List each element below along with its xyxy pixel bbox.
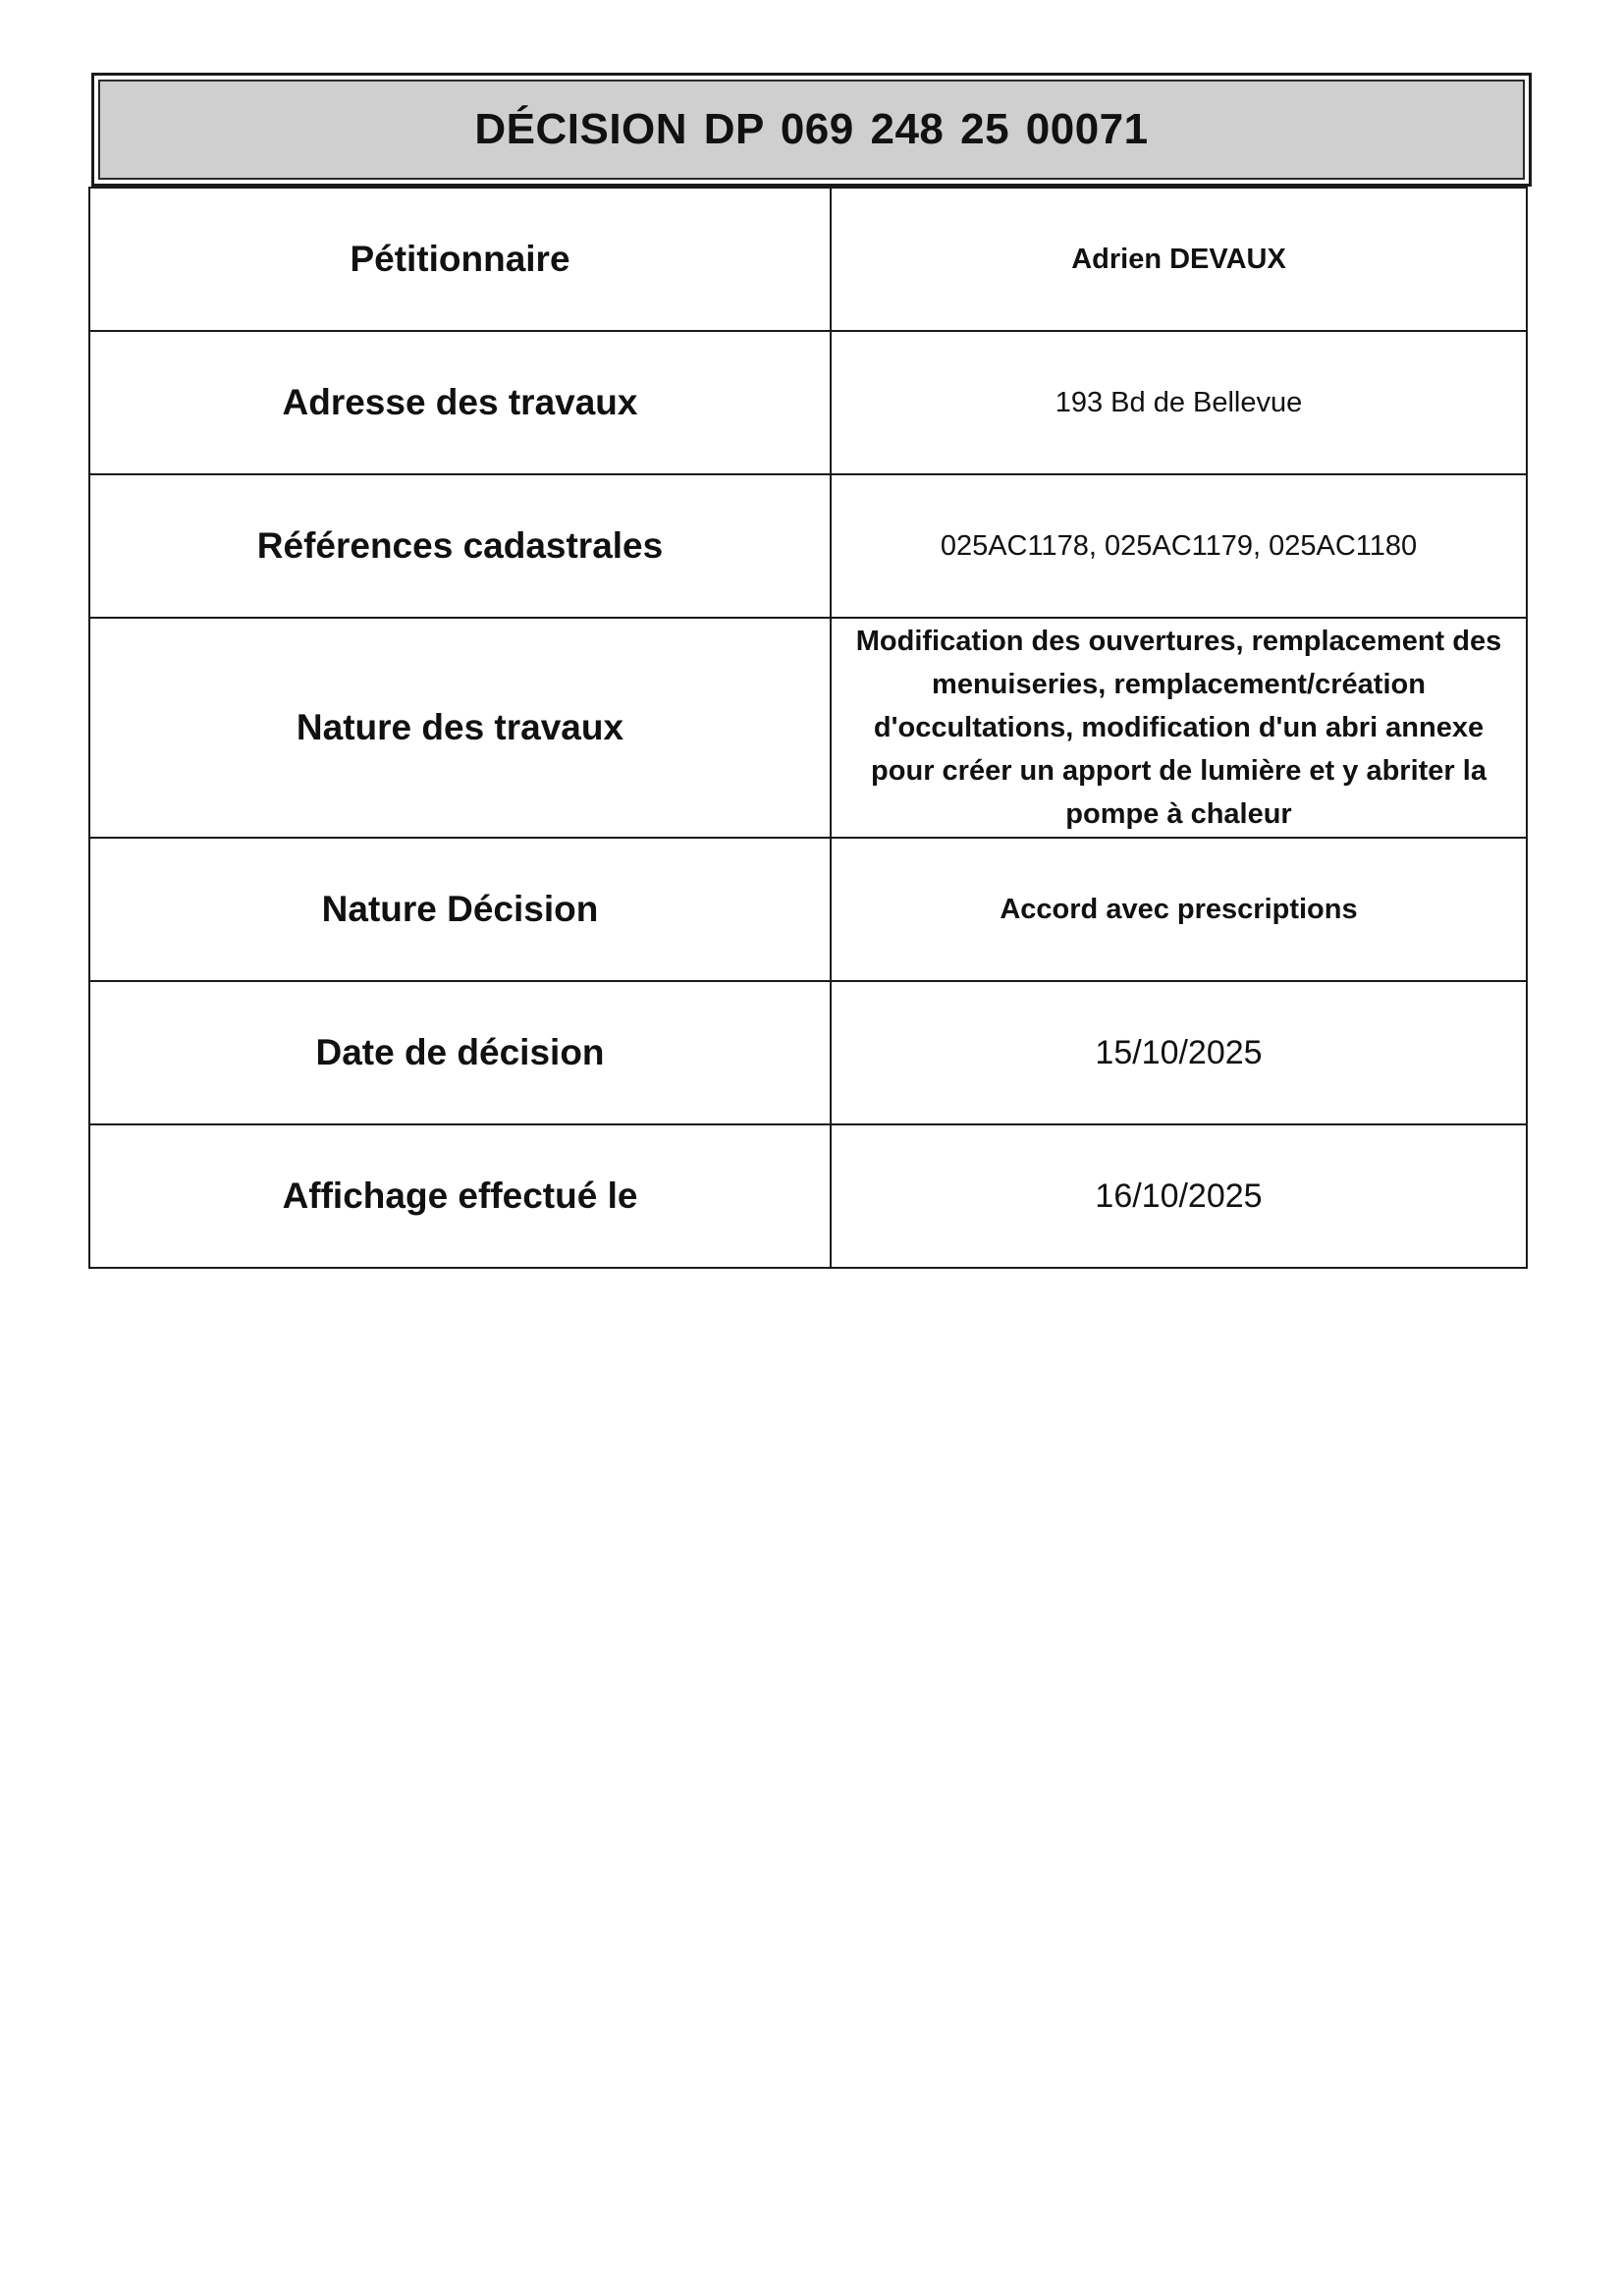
decision-header xyxy=(91,73,1532,187)
value-date-decision: 15/10/2025 xyxy=(831,981,1527,1124)
label-adresse-travaux: Adresse des travaux xyxy=(89,331,831,474)
value-references-cadastrales: 025AC1178, 025AC1179, 025AC1180 xyxy=(831,474,1527,618)
row-affichage xyxy=(89,1124,1527,1268)
label-nature-decision: Nature Décision xyxy=(89,838,831,981)
value-petitionnaire: Adrien DEVAUX xyxy=(831,188,1527,331)
label-petitionnaire: Pétitionnaire xyxy=(89,188,831,331)
value-affichage: 16/10/2025 xyxy=(831,1124,1527,1268)
row-adresse-travaux xyxy=(89,331,1527,474)
value-nature-decision: Accord avec prescriptions xyxy=(831,838,1527,981)
row-date-decision xyxy=(89,981,1527,1124)
row-references-cadastrales xyxy=(89,474,1527,618)
label-date-decision: Date de décision xyxy=(89,981,831,1124)
value-adresse-travaux: 193 Bd de Bellevue xyxy=(831,331,1527,474)
label-references-cadastrales: Références cadastrales xyxy=(89,474,831,618)
label-affichage: Affichage effectué le xyxy=(89,1124,831,1268)
decision-header-band xyxy=(98,80,1525,180)
row-nature-travaux xyxy=(89,618,1527,838)
decision-table xyxy=(88,187,1528,1269)
label-nature-travaux: Nature des travaux xyxy=(89,618,831,838)
row-petitionnaire xyxy=(89,188,1527,331)
row-nature-decision xyxy=(89,838,1527,981)
value-nature-travaux: Modification des ouvertures, remplacement des menuiseries, remplacement/création d'occultations, modification d'un abri annexe pour créer un apport de lumière et y abriter la pompe à chaleur xyxy=(831,618,1527,838)
decision-title: DÉCISION DP 069 248 25 00071 xyxy=(474,105,1149,153)
